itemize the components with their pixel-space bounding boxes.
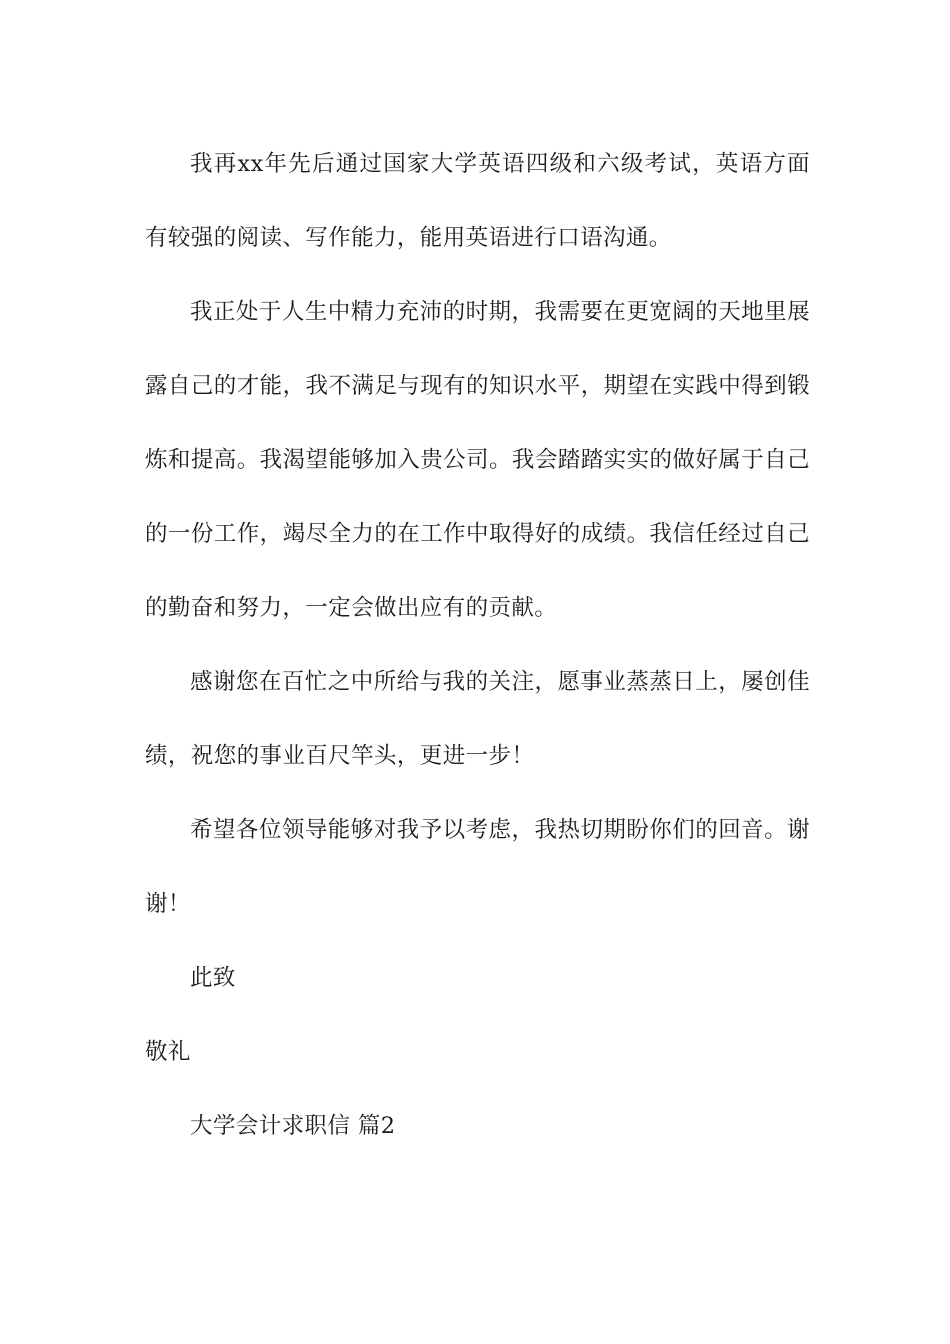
letter-body [145,127,810,1163]
paragraph-hope: 希望各位领导能够对我予以考虑，我热切期盼你们的回音。谢谢！ [145,817,810,917]
next-section-title: 大学会计求职信 篇2 [190,1113,396,1139]
closing-jingli: 敬礼 [145,1039,191,1065]
salutation-cizhi: 此致 [190,965,236,991]
paragraph-motivation: 我正处于人生中精力充沛的时期，我需要在更宽阔的天地里展露自己的才能，我不满足与现有的知识水平，期望在实践中得到锻炼和提高。我渴望能够加入贵公司。我会踏踏实实的做好属于自己的一份工作，竭尽全力的在工作中取得好的成绩。我信任经过自己的勤奋和努力，一定会做出应有的贡献。 [145,299,810,621]
paragraph-english-skills: 我再xx年先后通过国家大学英语四级和六级考试，英语方面有较强的阅读、写作能力，能用英语进行口语沟通。 [145,151,810,251]
paragraph-thanks: 感谢您在百忙之中所给与我的关注，愿事业蒸蒸日上，屡创佳绩，祝您的事业百尺竿头，更进一步！ [145,669,810,769]
